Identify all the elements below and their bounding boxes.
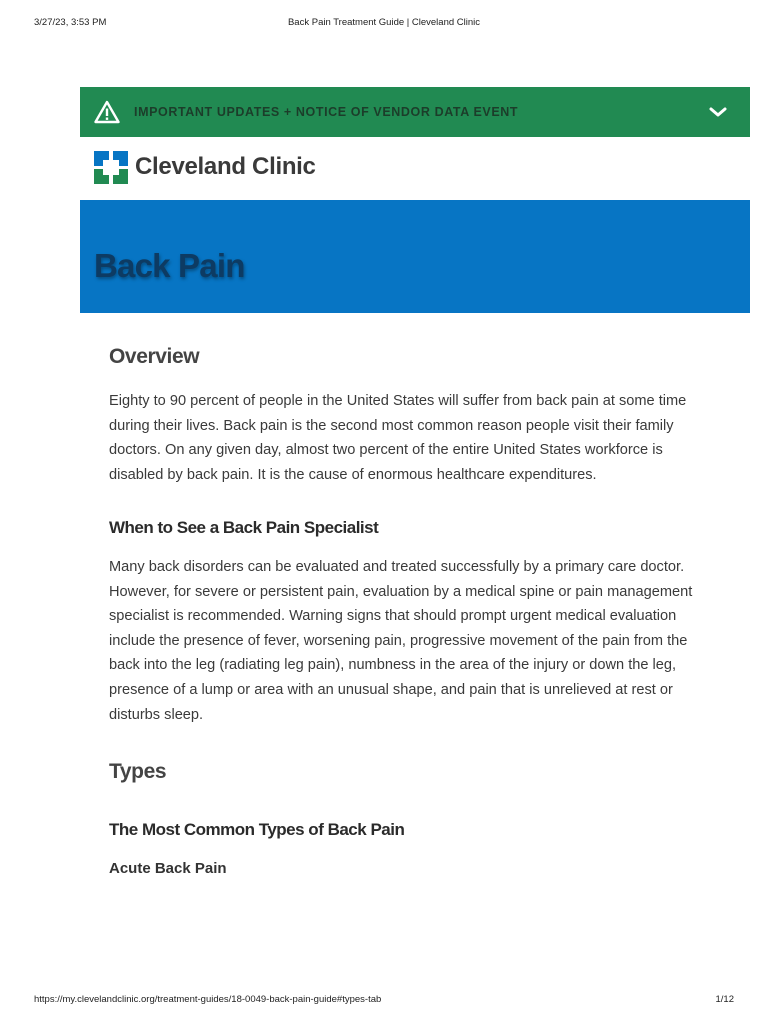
warning-triangle-icon bbox=[94, 100, 120, 124]
types-heading: Types bbox=[109, 760, 167, 783]
cleveland-clinic-logo-icon bbox=[94, 151, 128, 184]
alert-text[interactable]: IMPORTANT UPDATES + NOTICE OF VENDOR DATA EVENT bbox=[134, 105, 519, 119]
page-title: Back Pain bbox=[94, 247, 245, 284]
chevron-down-icon[interactable] bbox=[708, 103, 728, 121]
alert-banner[interactable] bbox=[80, 87, 750, 137]
hero-banner bbox=[80, 200, 750, 313]
specialist-paragraph: Many back disorders can be evaluated and treated successfully by a primary care doctor. However, for severe or persistent pain, evaluation by a medical spine or pain management specialist is recommended. Warning signs that should prompt urgent medical evaluation include the presence of fever, worsening pain, progressive movement of the pain from the back into the leg (radiating leg pain), numbness in the area of the injury or down the leg, presence of a lump or area with an unusual shape, and pain that is unrelieved at rest or disturbs sleep. bbox=[109, 559, 693, 723]
overview-paragraph: Eighty to 90 percent of people in the United States will suffer from back pain at some time during their lives. Back pain is the second most common reason people visit their family doctors. On any given day, almost two percent of the entire United States workforce is disabled by back pain. It is the cause of enormous healthcare expenditures. bbox=[109, 393, 687, 483]
print-url: https://my.clevelandclinic.org/treatment-guides/18-0049-back-pain-guide#types-tab bbox=[34, 994, 382, 1005]
specialist-heading: When to See a Back Pain Specialist bbox=[109, 518, 379, 537]
print-header bbox=[0, 17, 768, 31]
print-footer bbox=[0, 994, 768, 1008]
site-logo[interactable] bbox=[94, 150, 316, 184]
logo-wordmark: Cleveland Clinic bbox=[135, 153, 316, 180]
acute-back-pain-heading: Acute Back Pain bbox=[109, 860, 227, 877]
overview-heading: Overview bbox=[109, 345, 200, 368]
print-datetime: 3/27/23, 3:53 PM bbox=[34, 17, 107, 28]
common-types-heading: The Most Common Types of Back Pain bbox=[109, 820, 405, 839]
print-page-title: Back Pain Treatment Guide | Cleveland Clinic bbox=[287, 17, 481, 28]
page-number: 1/12 bbox=[715, 994, 734, 1005]
